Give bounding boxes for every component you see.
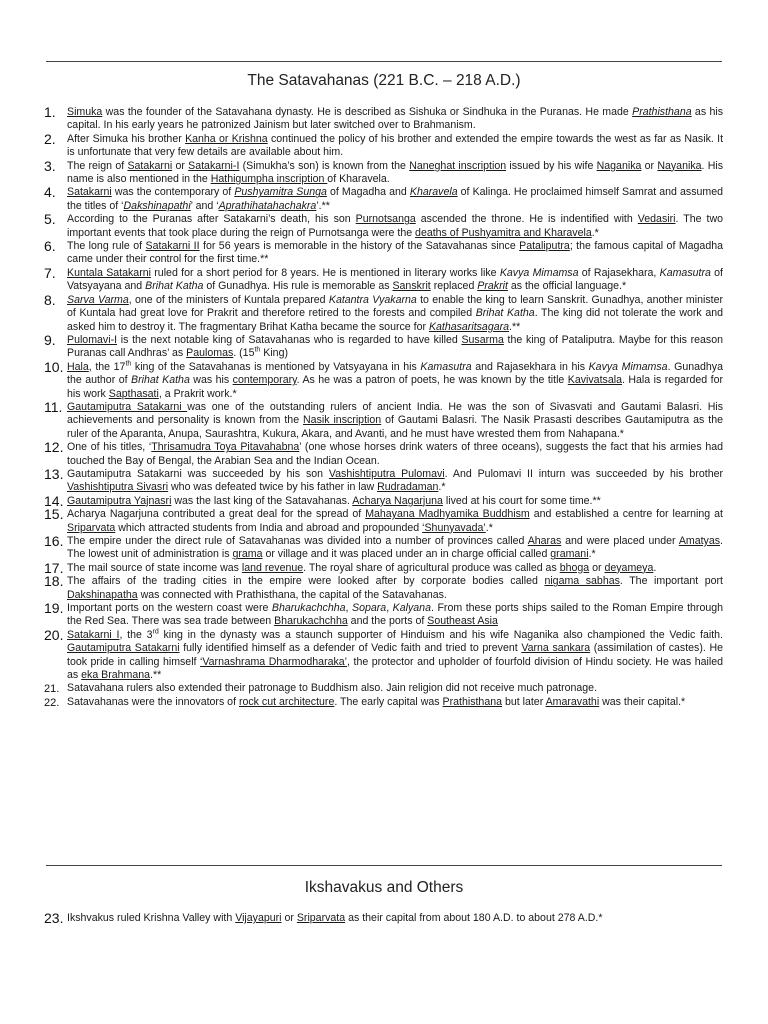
text-run: of Kalinga. He proclaimed himself Samrat and assumed the titles of ‘ xyxy=(67,186,724,212)
item-number: 6. xyxy=(44,238,56,255)
underlined-term: Sapthasati xyxy=(108,387,159,400)
underlined-term: Pulomavi-I xyxy=(67,333,118,346)
underlined-term: grama xyxy=(232,548,263,561)
underlined-term: Satakarni-I xyxy=(188,159,240,172)
text-run: was one of the outstanding rulers of ancient India. He was the son of Sivasvati and Gautami Balasri. His achievements and personality is known from the xyxy=(67,400,723,427)
text-run: .* xyxy=(591,226,599,239)
underlined-term: Rudradaman xyxy=(377,481,439,494)
underlined-term: Amatyas xyxy=(678,535,721,547)
list-item xyxy=(44,130,724,160)
text-run: or village and it was placed under an in charge official called xyxy=(262,548,551,561)
underlined-term: Satakarni I xyxy=(67,628,120,641)
list-item xyxy=(44,240,723,267)
underlined-term: Gautamiputra Yajnasri xyxy=(67,494,172,507)
text-run: , the 17 xyxy=(88,360,126,373)
list-item xyxy=(44,535,723,562)
list-item xyxy=(44,441,723,468)
text-run: After Simuka his brother xyxy=(67,132,186,145)
item-number: 11. xyxy=(44,398,63,415)
text-run: and established a centre for learning at xyxy=(529,508,723,521)
underlined-term: Nayanika xyxy=(657,159,702,172)
item-number: 15. xyxy=(44,506,64,523)
item-number: 5. xyxy=(44,211,56,228)
list-item xyxy=(44,358,723,401)
text-run: which attracted students from India and abroad and propounded xyxy=(115,521,423,534)
item-number: 9. xyxy=(44,331,56,348)
section-title-satavahanas: The Satavahanas (221 B.C. – 218 A.D.) xyxy=(247,72,521,89)
item-number: 3. xyxy=(44,157,56,174)
underlined-term: Bharukachchha xyxy=(274,615,348,628)
underlined-term: Satakarni xyxy=(67,186,112,199)
underlined-term: ‘Varnashrama Dharmodharaka’ xyxy=(200,655,348,668)
underlined-term: Kavivatsala xyxy=(567,374,622,387)
text-run: . His name is also mentioned in the xyxy=(67,159,724,186)
item-number: 13. xyxy=(44,465,64,482)
text-run: (assimilation of castes). He took pride in calling himself xyxy=(67,642,723,668)
underlined-term: Sriparvata xyxy=(296,912,346,924)
underlined-term: gramani xyxy=(550,548,589,561)
text-run: Satavahanas were the innovators of xyxy=(67,695,239,708)
underlined-term: Varna sankara xyxy=(521,642,591,655)
text-run: . The lowest unit of administration is xyxy=(67,535,723,561)
underlined-term: deaths of Pushyamitra and Kharavela xyxy=(415,226,592,239)
list-item xyxy=(44,602,723,629)
text-run: . Gunadhya the author of xyxy=(67,360,723,387)
underlined-term: Pushyamitra Sunga xyxy=(234,186,327,199)
text-run: was connected with Prathisthana, the capital of the Satavahanas. xyxy=(137,588,447,601)
text-run: . The king did not tolerate the work and asked him to destroy it. The fragmentary Brihat Katha became the source for xyxy=(67,307,723,333)
text-run: the king of Pataliputra. Maybe for this reason Puranas call Andhras’ as xyxy=(67,333,724,360)
list-item xyxy=(44,264,724,294)
list-item xyxy=(44,291,723,334)
italic-term: Brihat Katha xyxy=(145,280,204,293)
text-run: or xyxy=(589,561,605,574)
underlined-term: Satakarni II xyxy=(145,240,200,253)
underlined-term: land revenue xyxy=(241,561,304,574)
underlined-term: Simuka xyxy=(67,106,103,118)
underlined-term: Gautamiputra Satakarni xyxy=(67,642,180,655)
text-run: of Gunadhya. His rule is memorable as xyxy=(203,280,393,293)
italic-term: Kamasutra xyxy=(659,266,711,279)
underlined-term: Naneghat inscription xyxy=(409,159,507,172)
text-run: king in the dynasty was a staunch supporter of Hinduism and his wife Naganika also championed the Vedic faith. xyxy=(158,628,723,641)
item-number: 4. xyxy=(44,184,56,201)
item-number: 8. xyxy=(44,291,56,308)
item-number: 21. xyxy=(44,683,60,696)
text-run: king of the Satavahanas is mentioned by Vatsyayana in his xyxy=(131,360,421,373)
text-run: . The two important events that took place during the reign of Purnotsanga were the xyxy=(67,213,723,239)
list-item xyxy=(44,559,723,576)
item-number: 19. xyxy=(44,600,64,617)
underlined-term: Nasik inscription xyxy=(303,414,382,427)
text-run: and were placed under xyxy=(561,535,679,547)
text-run: ruled for a short period for 8 years. He is mentioned in literary works like xyxy=(150,266,500,279)
item-number: 20. xyxy=(44,626,64,643)
underlined-term: Kanha or Krishna xyxy=(185,132,268,145)
list-item xyxy=(44,696,723,709)
underlined-term: Thrisamudra Toya Pitavahabna xyxy=(151,441,300,454)
text-run: , the 3 xyxy=(119,628,153,641)
underlined-term: Vashishtiputra Sivasri xyxy=(67,481,169,494)
text-run: . The royal share of agricultural produce was called as xyxy=(303,561,560,574)
italic-term: Katantra Vyakarna xyxy=(328,293,417,306)
text-run: and the ports of xyxy=(347,615,428,628)
item-number: 1. xyxy=(44,104,56,120)
text-run: th xyxy=(254,346,261,354)
text-run: or xyxy=(281,912,297,924)
text-run: of Kharavela. xyxy=(327,173,390,186)
text-run: . (15 xyxy=(233,347,255,360)
underlined-term: Paulomas xyxy=(186,347,234,360)
underlined-term: Vedasiri xyxy=(637,213,676,226)
ikshavaku-points-list xyxy=(44,912,723,925)
item-number: 16. xyxy=(44,533,64,549)
text-run: . Hala is regarded for his work xyxy=(67,374,723,400)
text-run: was their capital.* xyxy=(599,695,686,708)
top-divider xyxy=(46,61,722,62)
text-run: of Gautami Balasri. The Nasik Prasasti describes Gautamiputra as the ruler of the Aparanta, Anupa, Saurashtra, Kukura, Akara, and Avanti, and he must have wrested them from Nahapana.* xyxy=(67,414,723,440)
text-run: fully identified himself as a defender of Vedic faith and tried to prevent xyxy=(179,642,522,655)
underlined-term: Sarva Varma xyxy=(67,293,129,306)
text-run: of Magadha and xyxy=(326,186,410,199)
text-run: .* xyxy=(588,548,596,561)
underlined-term: bhoga xyxy=(559,561,590,574)
list-item xyxy=(44,157,724,187)
text-run: Satavahana rulers also extended their patronage to Buddhism also. Jain religion did not receive much patronage. xyxy=(67,682,598,695)
underlined-term: Sanskrit xyxy=(392,280,431,293)
text-run: . xyxy=(653,561,657,574)
list-item xyxy=(44,508,723,535)
underlined-term: Kathasaritsagara xyxy=(428,320,510,333)
text-run: . And Pulomavi II inturn was succeeded by his brother xyxy=(444,467,723,480)
text-run: replaced xyxy=(430,280,478,293)
text-run: .** xyxy=(150,669,162,682)
text-run: lived at his court for some time.** xyxy=(442,494,601,507)
underlined-term: Kuntala Satakarni xyxy=(67,266,151,279)
text-run: ascended the throne. He is indentified with xyxy=(415,213,638,226)
text-run: , the protector and upholder of fourfold division of Hindu society. He was hailed as xyxy=(67,655,723,682)
text-run: ’ (one whose horses drink waters of three oceans), suggests the fact that his armies had touched the Bay of Bengal, the Arabian Sea and the Indian Ocean. xyxy=(67,441,723,467)
underlined-term: Satakarni xyxy=(127,159,173,172)
text-run: King) xyxy=(260,347,288,360)
text-run: ’ and ‘ xyxy=(190,199,219,212)
list-item xyxy=(44,626,723,683)
underlined-term: Prathisthana xyxy=(442,695,502,708)
italic-term: Kalyana xyxy=(392,602,431,615)
item-number: 18. xyxy=(44,573,64,590)
text-run: . As he was a patron of poets, he was known by the title xyxy=(296,374,568,387)
text-run: as their capital from about 180 A.D. to about 278 A.D.* xyxy=(345,912,603,924)
text-run: . From these ports ships sailed to the Roman Empire through the Red Sea. There was sea trade between xyxy=(67,602,724,628)
item-number: 14. xyxy=(44,492,64,509)
underlined-term: ‘Shunyavada’ xyxy=(422,521,486,534)
text-run: ; the famous capital of Magadha came under their control for the first time.** xyxy=(67,240,723,266)
text-run: Gautamiputra Satakarni was succeeded by his son xyxy=(67,467,329,480)
item-number: 12. xyxy=(44,439,64,456)
text-run: and Rajasekhara in his xyxy=(471,360,589,373)
text-run: Ikshvakus ruled Krishna Valley with xyxy=(67,912,236,924)
italic-term: Brihat Katha xyxy=(475,307,535,320)
text-run: The reign of xyxy=(67,159,128,172)
text-run: The affairs of the trading cities in the empire were looked after by corporate bodies called xyxy=(67,575,545,588)
text-run: . The important port xyxy=(619,575,723,588)
text-run: ’.** xyxy=(316,199,330,212)
underlined-term: Mahayana Madhyamika Buddhism xyxy=(365,508,530,521)
underlined-term: Susarma xyxy=(461,333,504,346)
text-run: or xyxy=(172,159,189,172)
underlined-term: Vashishtiputra Pulomavi xyxy=(328,467,445,480)
underlined-term: Aharas xyxy=(527,535,562,547)
text-run: continued the policy of his brother and extended the empire towards the west as far as Nasik. It is unfortunate that very few details are available about him. xyxy=(67,132,724,159)
italic-term: Kavya Mimamsa xyxy=(499,266,579,279)
underlined-term: Acharya Nagarjuna xyxy=(352,494,443,507)
text-run: th xyxy=(125,360,132,368)
middle-divider xyxy=(46,865,722,866)
text-run: to enable the king to learn Sanskrit. Gunadhya, another minister of Kuntala had great love for Prakrit and therefore retired to the forests and compiled xyxy=(67,293,723,320)
item-number: 17. xyxy=(44,559,64,576)
text-run: One of his titles, ‘ xyxy=(67,441,152,454)
satavahana-points-list xyxy=(44,106,723,709)
underlined-term: Vijayapuri xyxy=(235,912,282,924)
text-run: who was defeated twice by his father in law xyxy=(168,481,378,494)
text-run: as his capital. In his early years he patronized Jainism but later switched over to Brahmanism. xyxy=(67,106,723,132)
item-number: 22. xyxy=(44,696,60,709)
italic-term: Brihat Katha xyxy=(131,374,190,387)
text-run: issued by his wife xyxy=(506,159,597,172)
underlined-term: Purnotsanga xyxy=(355,213,416,226)
text-run: . The early capital was xyxy=(334,695,443,708)
text-run: .* xyxy=(485,521,493,534)
list-item xyxy=(44,465,723,495)
underlined-term: Pataliputra xyxy=(519,240,570,253)
text-run: but later xyxy=(502,695,546,708)
text-run: (Simukha’s son) is known from the xyxy=(239,159,410,172)
item-number: 2. xyxy=(44,130,56,147)
underlined-term: Hathigumpha inscription xyxy=(210,173,328,186)
italic-term: Bharukachchha xyxy=(271,602,346,615)
text-run: for 56 years is memorable in the history of the Satavahanas since xyxy=(199,240,520,253)
underlined-term: Prathisthana xyxy=(632,106,692,118)
text-run: or xyxy=(641,159,658,172)
underlined-term: nigama sabhas xyxy=(544,575,620,588)
text-run: , xyxy=(386,602,393,615)
list-item xyxy=(44,331,724,361)
text-run: .* xyxy=(438,481,446,494)
text-run: was the contemporary of xyxy=(111,186,235,199)
item-number: 7. xyxy=(44,264,56,281)
underlined-term: Southeast Asia xyxy=(427,615,498,628)
list-item xyxy=(44,575,723,602)
italic-term: Kamasutra xyxy=(420,360,472,373)
text-run: According to the Puranas after Satakarni’s death, his son xyxy=(67,213,356,226)
text-run: , one of the ministers of Kuntala prepared xyxy=(128,293,329,306)
text-run: Acharya Nagarjuna contributed a great deal for the spread of xyxy=(67,508,366,521)
underlined-term: Hala xyxy=(67,360,89,373)
text-run: .** xyxy=(509,320,521,333)
item-number: 10. xyxy=(44,358,64,375)
italic-term: Sopara xyxy=(352,602,387,615)
underlined-term: Gautamiputra Satakarni xyxy=(67,400,188,413)
section-title-ikshavakus: Ikshavakus and Others xyxy=(304,879,464,896)
text-run: was the last king of the Satavahanas. xyxy=(171,494,353,507)
list-item xyxy=(44,492,723,509)
text-run: The mail source of state income was xyxy=(67,561,242,574)
underlined-term: Kharavela xyxy=(409,186,458,199)
list-item xyxy=(44,912,723,925)
text-run: of Vatsyayana and xyxy=(67,266,724,293)
text-run: The long rule of xyxy=(67,240,146,253)
underlined-term: Aprathihatahachakra xyxy=(218,199,317,212)
text-run: was his xyxy=(189,374,233,387)
underlined-term: contemporary xyxy=(232,374,297,387)
item-number: 23. xyxy=(44,910,64,926)
text-run: The empire under the direct rule of Satavahanas was divided into a number of provinces called xyxy=(67,535,528,547)
underlined-term: Amaravathi xyxy=(545,695,600,708)
list-item xyxy=(44,398,723,441)
underlined-term: Dakshinapatha xyxy=(67,588,138,601)
text-run: was the founder of the Satavahana dynasty. He is described as Sishuka or Sindhuka in the Puranas. He made xyxy=(102,106,633,118)
underlined-term: Dakshinapathi xyxy=(123,199,191,212)
underlined-term: Prakrit xyxy=(477,280,508,293)
list-item xyxy=(44,106,723,133)
underlined-term: eka Brahmana xyxy=(81,669,151,682)
underlined-term: rock cut architecture xyxy=(238,695,335,708)
text-run: rd xyxy=(152,628,159,636)
text-run: as the official language.* xyxy=(507,280,627,293)
list-item xyxy=(44,213,723,240)
list-item xyxy=(44,682,723,695)
text-run: of Rajasekhara, xyxy=(578,266,660,279)
text-run: , xyxy=(345,602,353,615)
text-run: is the next notable king of Satavahanas who is regarded to have killed xyxy=(117,333,462,346)
list-item xyxy=(44,186,723,213)
underlined-term: Naganika xyxy=(596,159,642,172)
text-run: , a Prakrit work.* xyxy=(158,387,237,400)
text-run: Important ports on the western coast were xyxy=(67,602,272,615)
italic-term: Kavya Mimamsa xyxy=(588,360,668,373)
underlined-term: Sriparvata xyxy=(67,521,116,534)
underlined-term: deyameya xyxy=(604,561,654,574)
